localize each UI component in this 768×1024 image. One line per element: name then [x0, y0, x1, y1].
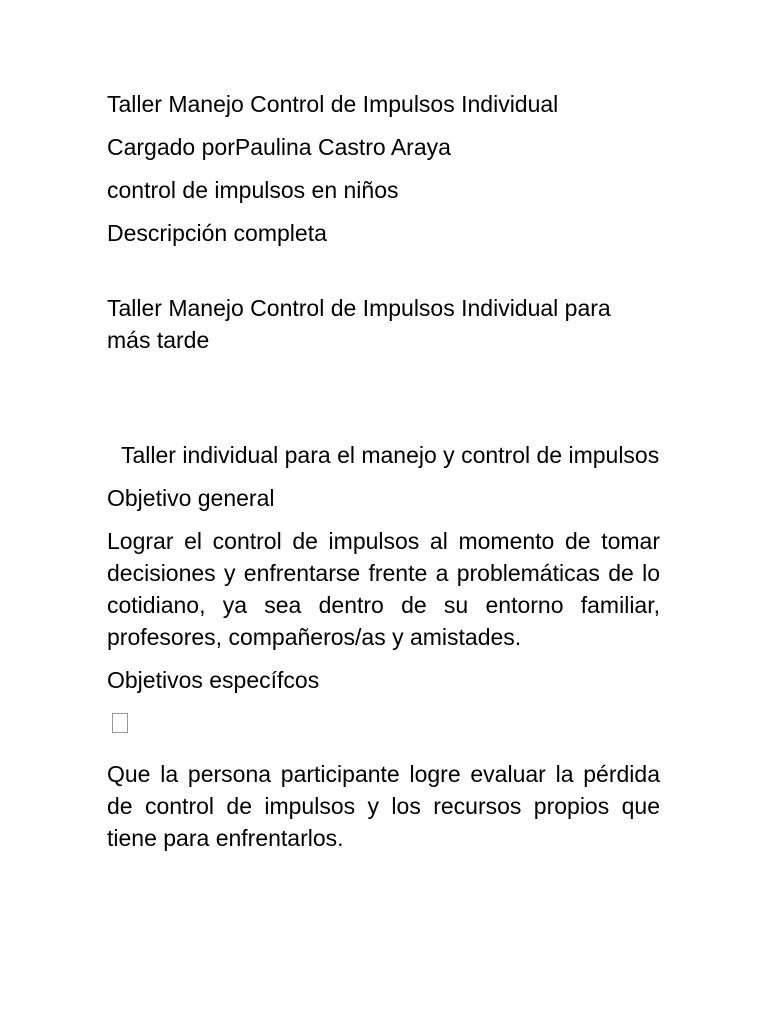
document-subtitle: control de impulsos en niños [107, 177, 399, 203]
document-page [107, 88, 660, 865]
objectives-specific-label: Objetivos específcos [107, 667, 320, 693]
objective-specific-1: Que la persona participante logre evaluar la pérdida de control de impulsos y los recursos propios que tiene para enfrentarlos. [107, 761, 660, 851]
document-title: Taller Manejo Control de Impulsos Individual [107, 91, 559, 117]
workshop-heading: Taller individual para el manejo y control de impulsos [121, 442, 660, 468]
objective-general-text: Lograr el control de impulsos al momento de tomar decisiones y enfrentarse frente a problemáticas de lo cotidiano, ya sea dentro de su entorno familiar, profesores, compañeros/as y amistades. [107, 528, 660, 650]
bullet-row [107, 707, 660, 747]
save-for-later-text[interactable]: Taller Manejo Control de Impulsos Individual para más tarde [107, 295, 611, 353]
objective-general-label: Objetivo general [107, 485, 275, 511]
uploaded-by-text: Cargado porPaulina Castro Araya [107, 134, 451, 160]
missing-glyph-icon [112, 713, 128, 733]
full-description-link[interactable]: Descripción completa [107, 220, 327, 246]
